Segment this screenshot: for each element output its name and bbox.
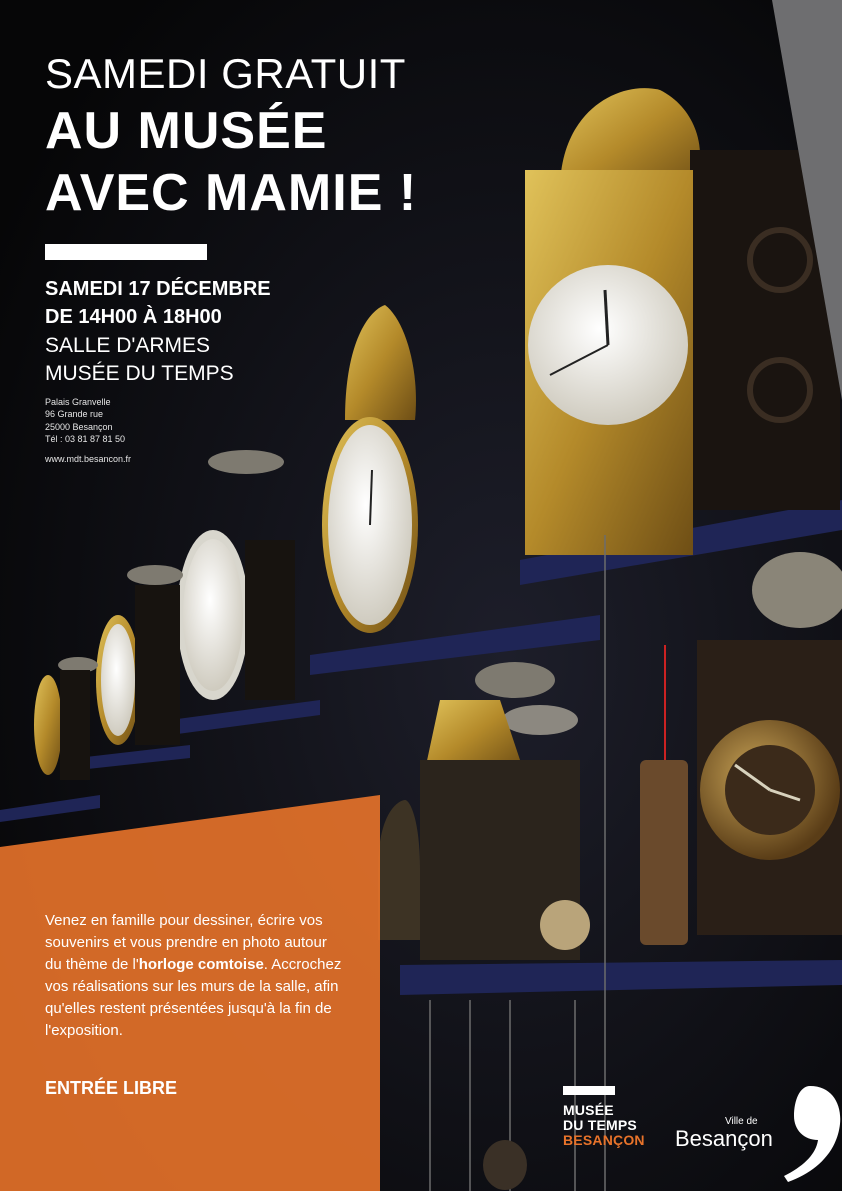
title-divider bbox=[45, 244, 207, 260]
description-bold: horloge comtoise bbox=[138, 956, 264, 973]
description-part-2: . Accrochez vos réalisations sur les murs de la salle, afin qu'elles restent présentées jusqu'à la fin de l'exposition. bbox=[45, 956, 342, 1039]
title-line-2: AU MUSÉE bbox=[45, 102, 328, 160]
comma-icon bbox=[780, 1084, 842, 1184]
logo-line-1: MUSÉE bbox=[563, 1102, 614, 1118]
address-line-3: 25000 Besançon bbox=[45, 422, 113, 432]
logo-line-2: DU TEMPS bbox=[563, 1117, 637, 1133]
description-part-1: Venez en famille pour dessiner, écrire vos souvenirs et vous prendre en photo autour du thème de l' bbox=[45, 912, 327, 973]
event-date: SAMEDI 17 DÉCEMBRE bbox=[45, 278, 271, 300]
musee-du-temps-logo bbox=[563, 1086, 653, 1148]
title-line-3: AVEC MAMIE ! bbox=[45, 164, 418, 222]
ville-de-besancon-logo bbox=[670, 1084, 842, 1191]
address-line-1: Palais Granvelle bbox=[45, 397, 111, 407]
event-time: DE 14H00 À 18H00 bbox=[45, 306, 222, 328]
besancon-label: Besançon bbox=[675, 1126, 773, 1151]
entree-libre: ENTRÉE LIBRE bbox=[45, 1078, 178, 1098]
title-line-1: SAMEDI GRATUIT bbox=[45, 50, 406, 97]
address-phone: Tél : 03 81 87 81 50 bbox=[45, 434, 126, 444]
logo-bar bbox=[563, 1086, 615, 1095]
description bbox=[45, 910, 345, 1042]
venue-line-2: MUSÉE DU TEMPS bbox=[45, 362, 234, 385]
address-line-2: 96 Grande rue bbox=[45, 409, 104, 419]
venue-line-1: SALLE D'ARMES bbox=[45, 334, 211, 357]
ville-de-label: Ville de bbox=[725, 1116, 758, 1127]
logo-line-3: BESANÇON bbox=[563, 1132, 645, 1148]
address-website[interactable]: www.mdt.besancon.fr bbox=[45, 454, 132, 464]
